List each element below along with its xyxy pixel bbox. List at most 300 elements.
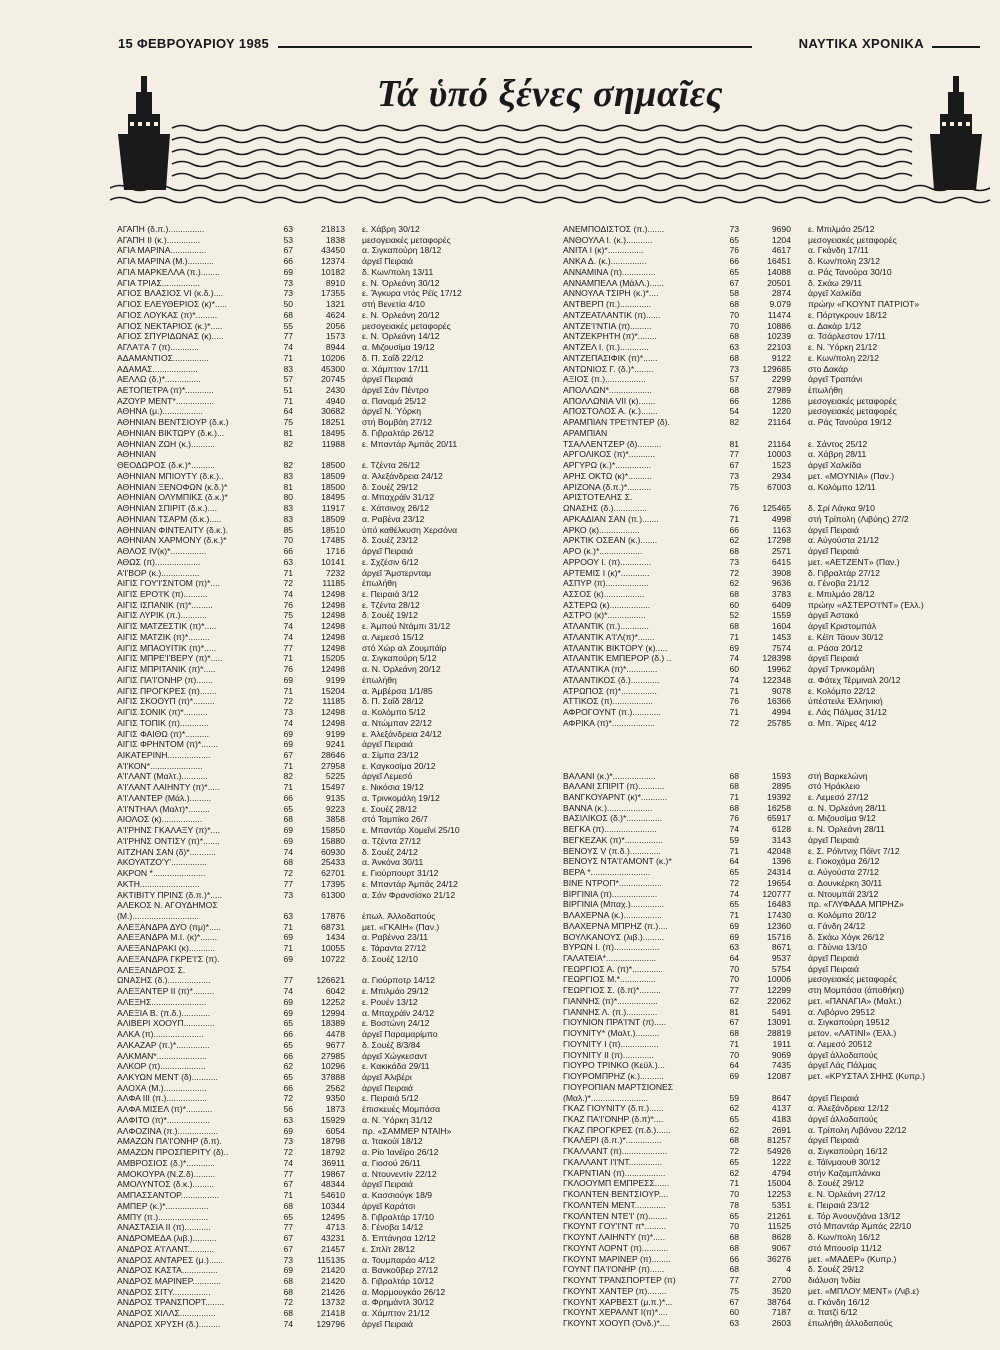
tonnage: 13732: [321, 1297, 345, 1308]
ship-entry: [117, 879, 539, 890]
ship-name: Α'Ι'ΡΗΝΣ ΟΝΤΙΣΥ (π)*.......: [117, 835, 220, 846]
ship-entry: [563, 449, 985, 460]
ship-entry: [563, 643, 985, 654]
ship-name: ΑΙΓΙΣ ΠΑ'Ι'ΟΝΗΡ (π).......: [117, 674, 213, 685]
ship-name: ΑΙΓΙΣ ΜΑΤΖΙΚ (π)*.........: [117, 631, 210, 642]
build-year: 74: [283, 846, 293, 857]
status: μετον. «ΛΑΤΙΝΙ» (Ἐλλ.): [808, 1028, 897, 1039]
build-year: 68: [729, 1242, 739, 1253]
ship-entry: [117, 696, 539, 707]
ship-entry: [117, 1126, 539, 1137]
ship-name: ΑΙΓΙΣ ΜΠΡΕ'Ι'ΒΕΡΥ (π)*.....: [117, 653, 223, 664]
ship-entry: [117, 1158, 539, 1169]
ship-entry: [117, 868, 539, 879]
status: ε. Κολόμπο 22/12: [808, 685, 876, 696]
status: μετ. «ΓΚΑΙΗ» (Παν.): [362, 921, 440, 932]
status: α. Μιζουσίμα 19/12: [362, 342, 435, 353]
ship-entry: [563, 482, 985, 493]
ship-name: ΑΜΟΚΟΥΡΑ (Ν.Ζ.δ).........: [117, 1168, 216, 1179]
build-year: 74: [283, 1157, 293, 1168]
header-rule: [278, 46, 752, 48]
status: α. Ἰτακούϊ 18/12: [362, 1136, 423, 1147]
build-year: 69: [283, 825, 293, 836]
tonnage: 16483: [767, 899, 791, 910]
tonnage: 62701: [321, 868, 345, 879]
status: ε. Ἄγκυρα ντός Ρέϊς 17/12: [362, 288, 462, 299]
tonnage: 5491: [771, 1006, 791, 1017]
build-year: 77: [283, 1222, 293, 1233]
status: α. Κολόμπο 12/11: [808, 481, 876, 492]
tonnage: 16258: [767, 802, 791, 813]
build-year: 68: [283, 814, 293, 825]
ship-entry: [117, 997, 539, 1008]
tonnage: 4478: [325, 1029, 345, 1040]
ship-name: ΑΛΕΞΑΝΔΡΑ ΔΥΟ (πμ)*.....: [117, 921, 222, 932]
tonnage: 21164: [767, 438, 791, 449]
ship-entry: [117, 224, 539, 235]
tonnage: 12252: [321, 996, 345, 1007]
status: ἀργεῖ Ἀλιβέρι: [362, 1072, 412, 1083]
ship-name: ΑΚΟΥΑΤΖΟ'Υ'...............: [117, 857, 207, 868]
build-year: 76: [283, 664, 293, 675]
ship-name: ΑΙΓΙΣ ΦΡΗΝΤΟΜ (π)*.......: [117, 739, 218, 750]
build-year: 65: [729, 1114, 739, 1125]
tonnage: 48344: [321, 1179, 345, 1190]
ship-name: ΓΚΑΛΕΡΙ (δ.π.)*...............: [563, 1135, 662, 1146]
ship-entry: [563, 878, 985, 889]
ship-name: ΑΡΑΜΠΙΑΝ ΤΡΕ'Ι'ΝΤΕΡ (δ).: [563, 417, 670, 428]
tonnage: 2874: [771, 288, 791, 299]
build-year: 69: [729, 931, 739, 942]
status: ε. Τζέντα 28/12: [362, 599, 420, 610]
ship-name: ΑΔΑΜΑΝΤΙΟΣ...............: [117, 352, 209, 363]
status: α. Βανκοῦβερ 27/12: [362, 1265, 438, 1276]
tonnage: 5351: [771, 1199, 791, 1210]
build-year: 70: [729, 1049, 739, 1060]
status: α. Γκάνδη 17/11: [808, 245, 869, 256]
status: ε. Βοστώνη 24/12: [362, 1018, 430, 1029]
build-year: 76: [729, 245, 739, 256]
ship-name: ΓΚΟΥΝΤ ΧΕΡΑΛΝΤ Ι(π)*....: [563, 1307, 668, 1318]
status: α. Ράσα 20/12: [808, 642, 863, 653]
ship-name: ΑΣΠΥΡ (π)..................: [563, 578, 649, 589]
tonnage: 2571: [771, 546, 791, 557]
ship-name: Α'Ι'ΡΗΝΣ ΓΚΑΛΑΞΥ (π)*....: [117, 825, 221, 836]
build-year: 71: [283, 1190, 293, 1201]
ship-entry: [117, 943, 539, 954]
build-year: 68: [283, 857, 293, 868]
status: α. Ἀλεξάνδρεια 24/12: [362, 470, 443, 481]
tonnage: 21420: [321, 1275, 345, 1286]
ship-name: ΑΛΕΞΑΝΔΡΑΚΙ (κ)...........: [117, 943, 216, 954]
tonnage: 3520: [771, 1285, 791, 1296]
ship-entry: [563, 707, 985, 718]
ship-name: ΑΛΚΑ (π).....................: [117, 1029, 204, 1040]
ship-entry: [563, 385, 985, 396]
ship-name: ΓΟΥΝΤ ΠΑ'Ι'ΟΝΗΡ (π)......: [563, 1264, 665, 1275]
ship-entry: [563, 771, 985, 782]
ship-entry: [117, 900, 539, 911]
status: μεσογειακές μεταφορές: [808, 234, 897, 245]
tonnage: 122348: [762, 674, 791, 685]
status: ἀργεῖ Πειραιά: [808, 653, 859, 664]
ship-entry: [117, 503, 539, 514]
tonnage: 19392: [767, 791, 791, 802]
ship-name: ΑΠΟΛΛΩΝ*..................: [563, 385, 652, 396]
status: α. Κολόμπο 20/12: [808, 910, 877, 921]
build-year: 54: [729, 406, 739, 417]
ship-name: ΑΓΙΟΣ ΝΕΚΤΑΡΙΟΣ (κ.)*.....: [117, 320, 223, 331]
status: α. Δακάρ 1/12: [808, 320, 862, 331]
build-year: 66: [283, 1029, 293, 1040]
ship-entry: [563, 310, 985, 321]
tonnage: 10239: [767, 331, 791, 342]
ship-entry: [117, 1212, 539, 1223]
ship-name: ΒΕΓΚΕΖΑΚ (π)*................: [563, 834, 663, 845]
tonnage: 54926: [767, 1146, 791, 1157]
ship-entry: [117, 739, 539, 750]
build-year: 66: [729, 395, 739, 406]
tonnage: 5754: [771, 963, 791, 974]
build-year: 68: [729, 352, 739, 363]
status: ε. Τάραντα 27/12: [362, 943, 427, 954]
status: ἀργεῖ Ἄμστερνταμ: [362, 567, 432, 578]
tonnage: 18509: [321, 513, 345, 524]
tonnage: 45300: [321, 363, 345, 374]
tonnage: 27985: [321, 1050, 345, 1061]
ship-name: ΑΝΤΖΕΛ Ι. (π.)............: [563, 342, 649, 353]
ship-entry: [117, 1040, 539, 1051]
build-year: 68: [283, 309, 293, 320]
build-year: 81: [729, 438, 739, 449]
tonnage: 126621: [316, 975, 345, 986]
build-year: 73: [729, 556, 739, 567]
ship-entry: [563, 278, 985, 289]
ship-entry: [117, 975, 539, 986]
left-column: [117, 224, 539, 1330]
build-year: 74: [283, 631, 293, 642]
ship-entry: [563, 514, 985, 525]
ship-entry: [117, 364, 539, 375]
status: ε. Πόρτγκρουν 18/12: [808, 309, 887, 320]
ship-name: ΑΝΕΜΠΟΔΙΣΤΟΣ (π.).......: [563, 224, 665, 234]
build-year: 71: [729, 707, 739, 718]
tonnage: 22062: [767, 995, 791, 1006]
ship-name: ΑΡΤΕΜΙΣ Ι (κ)*............: [563, 567, 650, 578]
tonnage: 20501: [767, 277, 791, 288]
tonnage: 15004: [767, 1178, 791, 1189]
tonnage: 9067: [771, 1242, 791, 1253]
build-year: 65: [729, 266, 739, 277]
status: ε. Χάτσινοχ 26/12: [362, 503, 430, 514]
build-year: 62: [729, 578, 739, 589]
status: ἀργεῖ Ἀστακό: [808, 610, 859, 621]
ship-name: ΑΝΝΟΥΛΑ ΤΣΙΡΗ (κ.)*....: [563, 288, 659, 299]
status: ἀργεῖ Πειραιά: [362, 1318, 413, 1329]
ship-entry: [117, 621, 539, 632]
build-year: 72: [729, 1146, 739, 1157]
tonnage: 6415: [771, 556, 791, 567]
ship-name: ΑΓΑΠΗ ΙΙ (κ.)..............: [117, 234, 201, 245]
ship-name: ΑΓΙΑ ΤΡΙΑΣ................: [117, 277, 200, 288]
ship-name: (Μαλ.)*........................: [563, 1092, 649, 1103]
build-year: 63: [283, 556, 293, 567]
build-year: 68: [729, 385, 739, 396]
ship-name: ΑΘΗΝΙΑΝ ΦΙΝΤΕΛΙΤΥ (δ.κ.).: [117, 524, 229, 535]
status: στό Χώρ αλ Ζουμπάϊρ: [362, 642, 447, 653]
tonnage: 18792: [321, 1147, 345, 1158]
build-year: 73: [729, 363, 739, 374]
tonnage: 1396: [771, 856, 791, 867]
build-year: 67: [729, 277, 739, 288]
ship-entry: [563, 686, 985, 697]
ship-entry: [117, 1233, 539, 1244]
build-year: 70: [729, 974, 739, 985]
build-year: 68: [729, 781, 739, 792]
status: ἀργεῖ Πειραιά: [362, 1082, 413, 1093]
tonnage: 21457: [321, 1243, 345, 1254]
ship-name: ΑΓΙΑ ΜΑΡΚΕΛΛΑ (π.)........: [117, 266, 220, 277]
ship-name: ΑΓΙΟΣ ΕΛΕΥΘΕΡΙΟΣ (κ)*.....: [117, 299, 227, 310]
ship-entry: [563, 921, 985, 932]
ship-entry: [117, 643, 539, 654]
status: μεσογειακές μεταφορές: [808, 406, 897, 417]
ship-name: ΑΙΓΙΣ ΕΡΟ'Ι'Κ (π)..........: [117, 588, 208, 599]
ship-name: ΑΝΔΡΟΣ ΧΡΥΣΗ (δ.).........: [117, 1318, 221, 1329]
ship-entry: [117, 288, 539, 299]
right-column: [563, 224, 985, 1329]
ship-entry: [117, 1276, 539, 1287]
build-year: 77: [283, 1168, 293, 1179]
ship-entry: [117, 557, 539, 568]
build-year: 69: [729, 920, 739, 931]
status: α. Αὐγούστα 27/12: [808, 867, 879, 878]
status: ε. Λάς Πάλμας 31/12: [808, 707, 887, 718]
ship-name: ΑΝΔΡΟΣ Α'Ι'ΛΑΝΤ...........: [117, 1243, 214, 1254]
ship-entry: [563, 256, 985, 267]
ship-entry: [563, 568, 985, 579]
tonnage: 17485: [321, 535, 345, 546]
build-year: 58: [729, 288, 739, 299]
build-year: 74: [283, 621, 293, 632]
build-year: 77: [729, 449, 739, 460]
build-year: 71: [283, 395, 293, 406]
ship-name: ΑΤΛΑΝΤΙΚ ΕΜΠΕΡΟΡ (δ.) ..: [563, 653, 672, 664]
ship-entry: [117, 342, 539, 353]
ship-entry: [563, 396, 985, 407]
ship-name: Α'Ι'ΒΟΡ (κ.)................: [117, 567, 200, 578]
status: μετ. «ΠΑΝΑΓΙΑ» (Μαλτ.): [808, 995, 902, 1006]
ship-entry: [563, 471, 985, 482]
ship-entry: [563, 1264, 985, 1275]
status: α. Λεμεσό 20512: [808, 1038, 872, 1049]
status: ἐπωλήθη: [808, 385, 843, 396]
status: μετ. «ΑΕΤΖΕΝΤ» (Παν.): [808, 556, 900, 567]
ship-entry: [117, 482, 539, 493]
ship-name: ΑΛΕΞΑΝΔΡΟΣ Σ.: [117, 964, 186, 975]
ship-entry: [563, 1157, 985, 1168]
build-year: 72: [729, 567, 739, 578]
status: ε. Σάντος 25/12: [808, 438, 868, 449]
ship-entry: [563, 578, 985, 589]
ship-name: ΑΜΑΖΩΝ ΠΑ'Ι'ΟΝΗΡ (δ.π).: [117, 1136, 222, 1147]
tonnage: 36276: [767, 1253, 791, 1264]
status: α. Ἰτατζί 6/12: [808, 1307, 858, 1318]
ship-entry: [117, 771, 539, 782]
ship-name: ΑΡΚΤΙΚ ΟΣΕΑΝ (κ.).......: [563, 535, 658, 546]
build-year: 76: [729, 503, 739, 514]
tonnage: 2562: [325, 1082, 345, 1093]
build-year: 65: [729, 899, 739, 910]
ship-name: ΑΙΚΑΤΕΡΙΝΗ..................: [117, 749, 211, 760]
build-year: 69: [729, 1071, 739, 1082]
ship-entry: [117, 707, 539, 718]
status: μετ. «ΜΑΔΕΡ» (Κυπρ.): [808, 1253, 897, 1264]
tonnage: 12299: [767, 985, 791, 996]
ship-name: ΑΙΓΙΣ ΣΚΟΟΥΠ (π)*.........: [117, 696, 215, 707]
tonnage: 27958: [321, 760, 345, 771]
ship-name: ΑΙΓΙΣ ΜΠΡΙΤΑΝΙΚ (π)*.....: [117, 664, 216, 675]
ship-name: ΓΚΑΛΛΑΝΤ (π)...................: [563, 1146, 668, 1157]
status: ε. Ν. Ὀρλεάνη 27/12: [808, 1189, 886, 1200]
build-year: 51: [283, 385, 293, 396]
ship-name: ΑΛΦΑ ΙΙΙ (π.).................: [117, 1093, 207, 1104]
ship-entry: [563, 342, 985, 353]
ship-entry: [117, 1244, 539, 1255]
ship-name: ΑΓΙΟΣ ΣΠΥΡΙΔΩΝΑΣ (κ).....: [117, 331, 224, 342]
status: ἀργεῖ Τραπάνι: [808, 374, 863, 385]
status: ἀργεῖ Πειραιά: [808, 1135, 859, 1146]
build-year: 57: [283, 374, 293, 385]
ship-entry: [563, 535, 985, 546]
ship-name: ΒΑΝΝΑ (κ.)...................: [563, 802, 653, 813]
tonnage: 12498: [321, 664, 345, 675]
ship-name: ΑΘΗΝΙΑΝ ΧΑΡΜΟΝΥ (δ.κ.)*: [117, 535, 227, 546]
ship-entry: [117, 965, 539, 976]
ship-entry: [117, 1115, 539, 1126]
build-year: 67: [283, 1233, 293, 1244]
tonnage: 4624: [325, 309, 345, 320]
ship-name: Α'Ι'ΛΑΝΤ ΛΑΙΗΝΤΥ (π)*.....: [117, 782, 220, 793]
tonnage: 21426: [321, 1286, 345, 1297]
tonnage: 120777: [762, 888, 791, 899]
ship-name: ΒΕΝΟΥΣ ΝΤΑ'Ι'ΑΜΟΝΤ (κ.)*: [563, 856, 672, 867]
ship-entry: [563, 235, 985, 246]
build-year: 69: [283, 728, 293, 739]
build-year: 82: [729, 417, 739, 428]
build-year: 66: [729, 1253, 739, 1264]
ship-entry: [563, 932, 985, 943]
status: ε. Σ. Ρόϊντνιχ Πόϊντ 7/12: [808, 845, 900, 856]
status: δ. Σουέζ 12/10: [362, 953, 418, 964]
status: α. Φότεχ Τέρμιναλ 20/12: [808, 674, 901, 685]
build-year: 71: [729, 845, 739, 856]
tonnage: 2934: [771, 470, 791, 481]
tonnage: 8671: [771, 942, 791, 953]
ship-name: ΑΛΕΞΑΝΔΡΑ ΓΚΡΕ'Ι'Σ (π).: [117, 953, 220, 964]
status: α. Ν. Ὀρλεάνη 28/11: [808, 802, 886, 813]
ship-entry: [117, 1072, 539, 1083]
ship-entry: [563, 1168, 985, 1179]
status: δ. Σρί Λάνκα 9/10: [808, 503, 875, 514]
ship-entry: [117, 1179, 539, 1190]
tonnage: 61300: [321, 889, 345, 900]
tonnage: 17876: [321, 911, 345, 921]
build-year: 73: [283, 1254, 293, 1265]
build-year: 69: [283, 739, 293, 750]
ship-name: ΑΝΔΡΟΣ ΣΙΤΥ................: [117, 1286, 211, 1297]
ship-entry: [563, 889, 985, 900]
status: δ. Σουέζ 29/12: [362, 481, 418, 492]
tonnage: 9350: [325, 1093, 345, 1104]
build-year: 72: [283, 696, 293, 707]
build-year: 72: [729, 717, 739, 728]
status: ε. Καγκοσίμα 20/12: [362, 760, 436, 771]
header-rule-end: [932, 46, 980, 48]
tonnage: 16366: [767, 696, 791, 707]
ship-entry: [563, 525, 985, 536]
ship-entry: [117, 492, 539, 503]
tonnage: 2603: [771, 1317, 791, 1328]
ship-name: ΓΚΟΥΝΤ ΧΑΡΒΕΣΤ (μ.π.)*...: [563, 1296, 673, 1307]
tonnage: 81257: [767, 1135, 791, 1146]
tonnage: 21813: [321, 224, 345, 234]
ship-entry: [563, 813, 985, 824]
ship-name: ΑΓΛΑ'Ι'Α 7 (π)............: [117, 342, 199, 353]
tonnage: 3783: [771, 588, 791, 599]
tonnage: 7574: [771, 642, 791, 653]
ship-name: ΑΦΡΟΓΟΥΝΤ (π.)............: [563, 707, 662, 718]
waves-icon: [110, 126, 990, 203]
build-year: 68: [729, 588, 739, 599]
tonnage: 12498: [321, 621, 345, 632]
status: ἐπωλ. Ἀλλοδαπούς: [362, 911, 436, 921]
ship-entry: [563, 1103, 985, 1114]
ship-entry: [563, 1146, 985, 1157]
build-year: 64: [729, 856, 739, 867]
tonnage: 1559: [771, 610, 791, 621]
tonnage: 1911: [772, 1038, 791, 1049]
tonnage: 21261: [767, 1210, 791, 1221]
status: ε. Κων/πολη 22/12: [808, 352, 880, 363]
status: μετ. «ΜΠΛΟΥ ΜΕΝΤ» (Λιβ.ε): [808, 1285, 920, 1296]
tonnage: 7232: [325, 567, 345, 578]
ship-entry: [563, 846, 985, 857]
ship-name: ΓΕΩΡΓΙΟΣ Α. (π)*.............: [563, 963, 664, 974]
tonnage: 14088: [767, 266, 791, 277]
ship-name: ΑΝΔΡΟΣ ΚΑΣΤΑ...............: [117, 1265, 218, 1276]
ship-entry: [563, 1093, 985, 1104]
ship-entry: [563, 781, 985, 792]
ship-entry: [563, 1178, 985, 1189]
ship-entry: [117, 353, 539, 364]
ship-entry: [117, 235, 539, 246]
ship-entry: [563, 985, 985, 996]
build-year: 81: [283, 427, 293, 438]
tonnage: 9241: [325, 739, 345, 750]
ship-entry: [117, 1308, 539, 1319]
status: δ. Γένοβα 14/12: [362, 1222, 424, 1233]
tonnage: 25433: [321, 857, 345, 868]
build-year: 69: [283, 996, 293, 1007]
tonnage: 11988: [321, 438, 345, 449]
status: ἀργεῖ Πειραιά: [362, 739, 413, 750]
build-year: 77: [283, 878, 293, 889]
ship-name: ΑΙΓΙΣ ΜΠΑΟΥΙΤΙΚ (π)*.....: [117, 642, 217, 653]
tonnage: 20745: [321, 374, 345, 385]
build-year: 73: [283, 288, 293, 299]
ship-entry: [563, 964, 985, 975]
